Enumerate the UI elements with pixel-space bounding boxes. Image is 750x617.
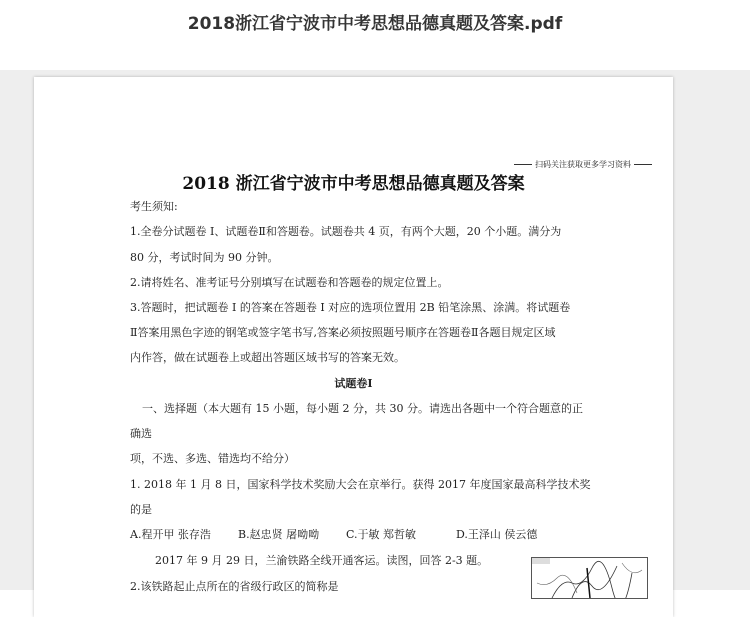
- map-drawing: [532, 558, 647, 598]
- instruction-line: 3.答题时，把试题卷 I 的答案在答题卷 I 对应的选项位置用 2B 铅笔涂黑、涂满。将试题卷: [130, 301, 571, 314]
- pdf-viewer[interactable]: [0, 70, 750, 593]
- railway-map-image: [531, 557, 648, 599]
- question-intro: 一、选择题（本大题有 15 小题，每小题 2 分，共 30 分。请选出各题中一个符合题意的正: [142, 402, 583, 415]
- question-intro: 项，不选、多选、错选均不给分）: [130, 452, 295, 465]
- instruction-line: 80 分，考试时间为 90 分钟。: [130, 251, 279, 264]
- document-title: 2018 浙江省宁波市中考思想品德真题及答案: [182, 174, 525, 194]
- question-1: 1. 2018 年 1 月 8 日，国家科学技术奖励大会在京举行。获得 2017 年度国家最高科学技术奖: [130, 478, 591, 491]
- question-1-cont: 的是: [130, 503, 152, 516]
- question-intro: 确选: [130, 427, 152, 440]
- question-1-options: [130, 526, 537, 542]
- instruction-line: 2.请将姓名、准考证号分别填写在试题卷和答题卷的规定位置上。: [130, 276, 449, 289]
- option-b: B.赵忠贤 屠呦呦: [238, 528, 320, 541]
- viewer-header: [0, 0, 750, 70]
- option-c: C.于敏 郑哲敏: [346, 528, 417, 541]
- notice-text: 扫码关注获取更多学习资料: [535, 160, 631, 169]
- instruction-line: 1.全卷分试题卷 I、试题卷Ⅱ和答题卷。试题卷共 4 页，有两个大题，20 个小题。满分为: [130, 225, 562, 238]
- section-heading: 试题卷Ⅰ: [334, 377, 373, 390]
- dash-left: [514, 164, 532, 165]
- pdf-page: [34, 77, 673, 617]
- question-2: 2.该铁路起止点所在的省级行政区的简称是: [130, 580, 339, 593]
- dash-right: [634, 164, 652, 165]
- instructions-heading: 考生须知:: [130, 200, 178, 213]
- option-a: A.程开甲 张存浩: [130, 528, 211, 541]
- instruction-line: Ⅱ答案用黑色字迹的钢笔或签字笔书写,答案必须按照题号顺序在答题卷Ⅱ各题目规定区域: [130, 326, 556, 339]
- file-title: 2018浙江省宁波市中考思想品德真题及答案.pdf: [187, 14, 563, 34]
- instruction-line: 内作答，做在试题卷上或超出答题区域书写的答案无效。: [130, 351, 405, 364]
- option-d: D.王泽山 侯云德: [456, 528, 538, 541]
- material-intro: 2017 年 9 月 29 日，兰渝铁路全线开通客运。读图，回答 2-3 题。: [155, 554, 489, 567]
